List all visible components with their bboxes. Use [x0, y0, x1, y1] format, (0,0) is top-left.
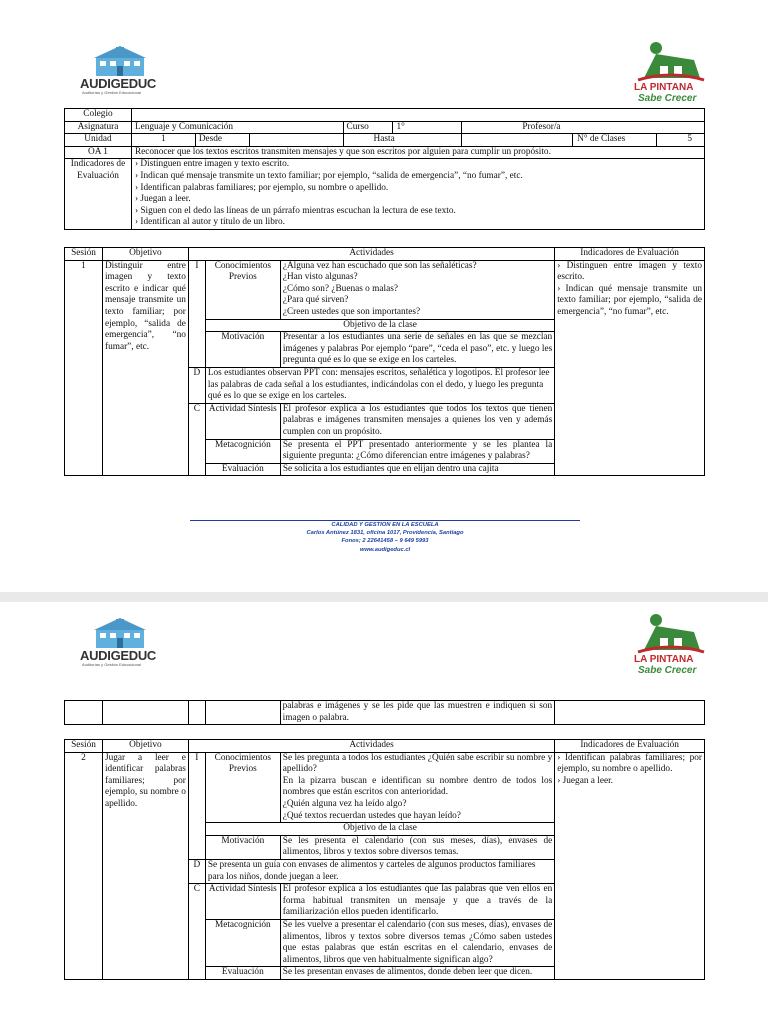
audigeduc-tagline: Auditorías y Gestión Educacional: [82, 662, 141, 667]
curso-label: Curso: [343, 121, 393, 134]
sesion-header: Sesión: [65, 740, 103, 753]
la-pintana-tagline: Sabe Crecer: [638, 665, 697, 676]
objetivo-header: Objetivo: [102, 740, 188, 753]
question-line: ¿Han visto algunas?: [282, 272, 358, 283]
question-line: ¿Alguna vez han escuchado que son las señaléticas?: [282, 260, 477, 271]
session-indicators: [555, 752, 705, 979]
question-line: ¿Para qué sirven?: [282, 295, 349, 306]
motivacion-label: Motivación: [205, 332, 280, 368]
conocimientos-label: Conocimientos Previos: [205, 260, 280, 319]
desde-label: Desde: [195, 134, 249, 147]
question-line: ¿Cómo son? ¿Buenas o malas?: [282, 283, 398, 294]
session-objective: Jugar a leer e identificar palabras familiares; por ejemplo, su nombre o apellido.: [102, 752, 188, 979]
nclases-value: 5: [656, 134, 704, 146]
actividad-label: Actividad Síntesis: [205, 403, 280, 439]
footer-website: www.audigeduc.cl: [359, 546, 411, 553]
audigeduc-wordmark: AUDIGEDUC: [80, 76, 157, 91]
actividades-header: Actividades: [188, 740, 554, 753]
metacognicion-text: Se les vuelve a presentar el calendario (con sus meses, días), envases de alimentos, libros y textos sobre diversos temas ¿Cómo saben ustedes que estas palabras que están escritas en el calendario, envases de alimentos, libros que ven habitualmente significan algo?: [280, 919, 554, 966]
la-pintana-logo: [634, 40, 708, 106]
indicator-line: › Indican qué mensaje transmite un texto familiar; por ejemplo, “salida de emergencia”, “no fumar”, etc.: [557, 283, 702, 317]
indicador-item: › Distinguen entre imagen y texto escrito.: [134, 159, 290, 170]
indicador-item: › Indican qué mensaje transmite un texto familiar; por ejemplo, “salida de emergencia”, “no fumar”, etc.: [134, 170, 523, 181]
footer-phones: Fonos; 2 22641458 – 9 649 5993: [341, 538, 429, 545]
session-indicators: [555, 260, 705, 476]
desarrollo-text: Los estudiantes observan PPT con: mensajes escritos, señalética y logotipos. El profesor lee las palabras de cada señal a los estudiantes, indicándolas con el dedo, y luego les pregunta qué es lo que se exige en los carteles.: [205, 367, 554, 403]
la-pintana-wordmark: LA PINTANA: [634, 82, 694, 93]
metacognicion-text: Se presenta el PPT presentado anteriormente y se les plantea la siguiente pregunta: ¿Cómo diferencian entre imágenes y palabras?: [280, 439, 554, 463]
indicador-item: › Siguen con el dedo las líneas de un párrafo mientras escuchan la lectura de ese texto.: [134, 205, 456, 216]
indicadores-header: Indicadores de Evaluación: [555, 248, 705, 261]
unidad-label: Unidad: [65, 134, 132, 147]
objetivo-clase-label: Objetivo de la clase: [205, 319, 554, 332]
inicio-letter: I: [188, 260, 205, 367]
session-number: 2: [65, 752, 103, 979]
actividad-text: El profesor explica a los estudiantes que todos los textos que tienen palabras e imágenes transmiten mensajes a quienes los ven y además cumplen con un propósito.: [280, 403, 554, 439]
colegio-value: [131, 109, 704, 122]
inicio-letter: I: [188, 752, 205, 859]
metacognicion-label: Metacognición: [205, 439, 280, 463]
continuation-table: [64, 700, 705, 725]
nclases-cell: [573, 134, 705, 147]
footer: [190, 520, 580, 554]
desarrollo-letter: D: [188, 367, 205, 403]
empty-cell: [188, 701, 205, 725]
hasta-value: [462, 134, 573, 147]
audigeduc-tagline: Auditorías y Gestión Educacional: [82, 90, 141, 95]
empty-cell: [205, 701, 280, 725]
oa-text: Reconocer que los textos escritos transmiten mensajes y que son escritos por alguien para cumplir un propósito.: [131, 146, 704, 159]
question-line: ¿Qué textos recuerdan ustedes que hayan leído?: [282, 810, 461, 821]
cierre-letter: C: [188, 884, 205, 980]
session-2-table: [64, 739, 705, 980]
evaluacion-text: Se les presentan envases de alimentos, donde deben leer que dicen.: [280, 967, 554, 980]
objetivo-header: Objetivo: [102, 248, 188, 261]
session-1-table: [64, 247, 705, 476]
continuation-text: palabras e imágenes y se les pide que las muestren e indiquen si son imagen o palabra.: [280, 701, 555, 725]
motivacion-text: Se les presenta el calendario (con sus meses, días), envases de alimentos, libros y textos sobre diversos temas.: [280, 835, 554, 859]
desarrollo-letter: D: [188, 859, 205, 883]
indicator-line: › Identifican palabras familiares; por ejemplo, su nombre o apellido.: [557, 752, 702, 775]
indicadores-list: [131, 159, 704, 230]
motivacion-label: Motivación: [205, 835, 280, 859]
session-objective: Distinguir entre imagen y texto escrito e indicar qué mensaje transmite un texto familiar; por ejemplo, “salida de emergencia”, “no fumar”, etc.: [102, 260, 188, 476]
course-info-table: [64, 108, 705, 230]
la-pintana-emblem-icon: [634, 612, 708, 654]
sesion-header: Sesión: [65, 248, 103, 261]
hasta-label: Hasta: [343, 134, 462, 147]
unidad-value: 1: [131, 134, 195, 147]
footer-title: CALIDAD Y GESTION EN LA ESCUELA: [331, 522, 439, 528]
nclases-label: N° de Clases: [577, 134, 626, 145]
la-pintana-wordmark: LA PINTANA: [634, 654, 694, 665]
curso-value: 1°: [393, 121, 462, 134]
metacognicion-label: Metacognición: [205, 919, 280, 966]
question-line: Se les pregunta a todos los estudiantes ¿Quién sabe escribir su nombre y apellido?: [282, 752, 553, 775]
objetivo-clase-label: Objetivo de la clase: [205, 823, 554, 836]
question-line: ¿Creen ustedes que son importantes?: [282, 306, 421, 317]
actividad-text: El profesor explica a los estudiantes que las palabras que ven ellos en forma habitual transmiten un mensaje y que a través de la familiarización ellos pueden identificarlo.: [280, 884, 554, 920]
empty-cell: [102, 701, 188, 725]
audigeduc-logo: [80, 44, 172, 100]
indicador-item: › Identifican palabras familiares; por ejemplo, su nombre o apellido.: [134, 182, 389, 193]
asignatura-label: Asignatura: [65, 121, 132, 134]
empty-cell: [65, 701, 103, 725]
cierre-letter: C: [188, 403, 205, 476]
actividad-label: Actividad Síntesis: [205, 884, 280, 920]
document-page-2: [0, 602, 768, 1024]
question-line: En la pizarra buscan e identifican su nombre dentro de todos los nombres que están escritos con anterioridad.: [282, 775, 553, 798]
conocimientos-text: [280, 260, 554, 319]
la-pintana-logo: [634, 612, 708, 678]
actividades-header: Actividades: [188, 248, 554, 261]
indicador-item: › Juegan a leer.: [134, 194, 191, 205]
audigeduc-wordmark: AUDIGEDUC: [80, 648, 157, 663]
audigeduc-logo: [80, 616, 172, 672]
oa-label: OA 1: [65, 146, 132, 159]
indicator-line: › Juegan a leer.: [557, 775, 613, 786]
asignatura-value: Lenguaje y Comunicación: [131, 121, 343, 134]
la-pintana-tagline: Sabe Crecer: [638, 93, 697, 104]
question-line: ¿Quién alguna vez ha leído algo?: [282, 798, 407, 809]
profesor-label: Profesor/a: [462, 121, 705, 134]
evaluacion-label: Evaluación: [205, 463, 280, 476]
la-pintana-emblem-icon: [634, 40, 708, 82]
evaluacion-text: Se solicita a los estudiantes que en elijan dentro una cajita: [280, 463, 554, 476]
footer-address: Carlos Antúnez 1831, oficina 1017, Providencia, Santiago: [306, 530, 464, 537]
conocimientos-text: [280, 752, 554, 823]
desarrollo-text: Se presenta un guía con envases de alimentos y carteles de algunos productos familiares para los niños, donde juegan a leer.: [205, 859, 554, 883]
school-building-icon: [80, 616, 172, 650]
session-number: 1: [65, 260, 103, 476]
conocimientos-label: Conocimientos Previos: [205, 752, 280, 823]
indicador-item: › Identifican al autor y título de un libro.: [134, 217, 285, 228]
motivacion-text: Presentar a los estudiantes una serie de señales en las que se mezclan imágenes y palabras Por ejemplo “pare”, “ceda el paso”, etc. y luego les pregunta qué es lo que se exige en los carteles.: [280, 332, 554, 368]
desde-value: [249, 134, 343, 147]
indicadores-label: Indicadores de Evaluación: [65, 159, 132, 230]
indicator-line: › Distinguen entre imagen y texto escrito.: [557, 260, 702, 283]
indicadores-header: Indicadores de Evaluación: [555, 740, 705, 753]
school-building-icon: [80, 44, 172, 78]
colegio-label: Colegio: [65, 109, 132, 122]
empty-cell: [555, 701, 705, 725]
evaluacion-label: Evaluación: [205, 967, 280, 980]
